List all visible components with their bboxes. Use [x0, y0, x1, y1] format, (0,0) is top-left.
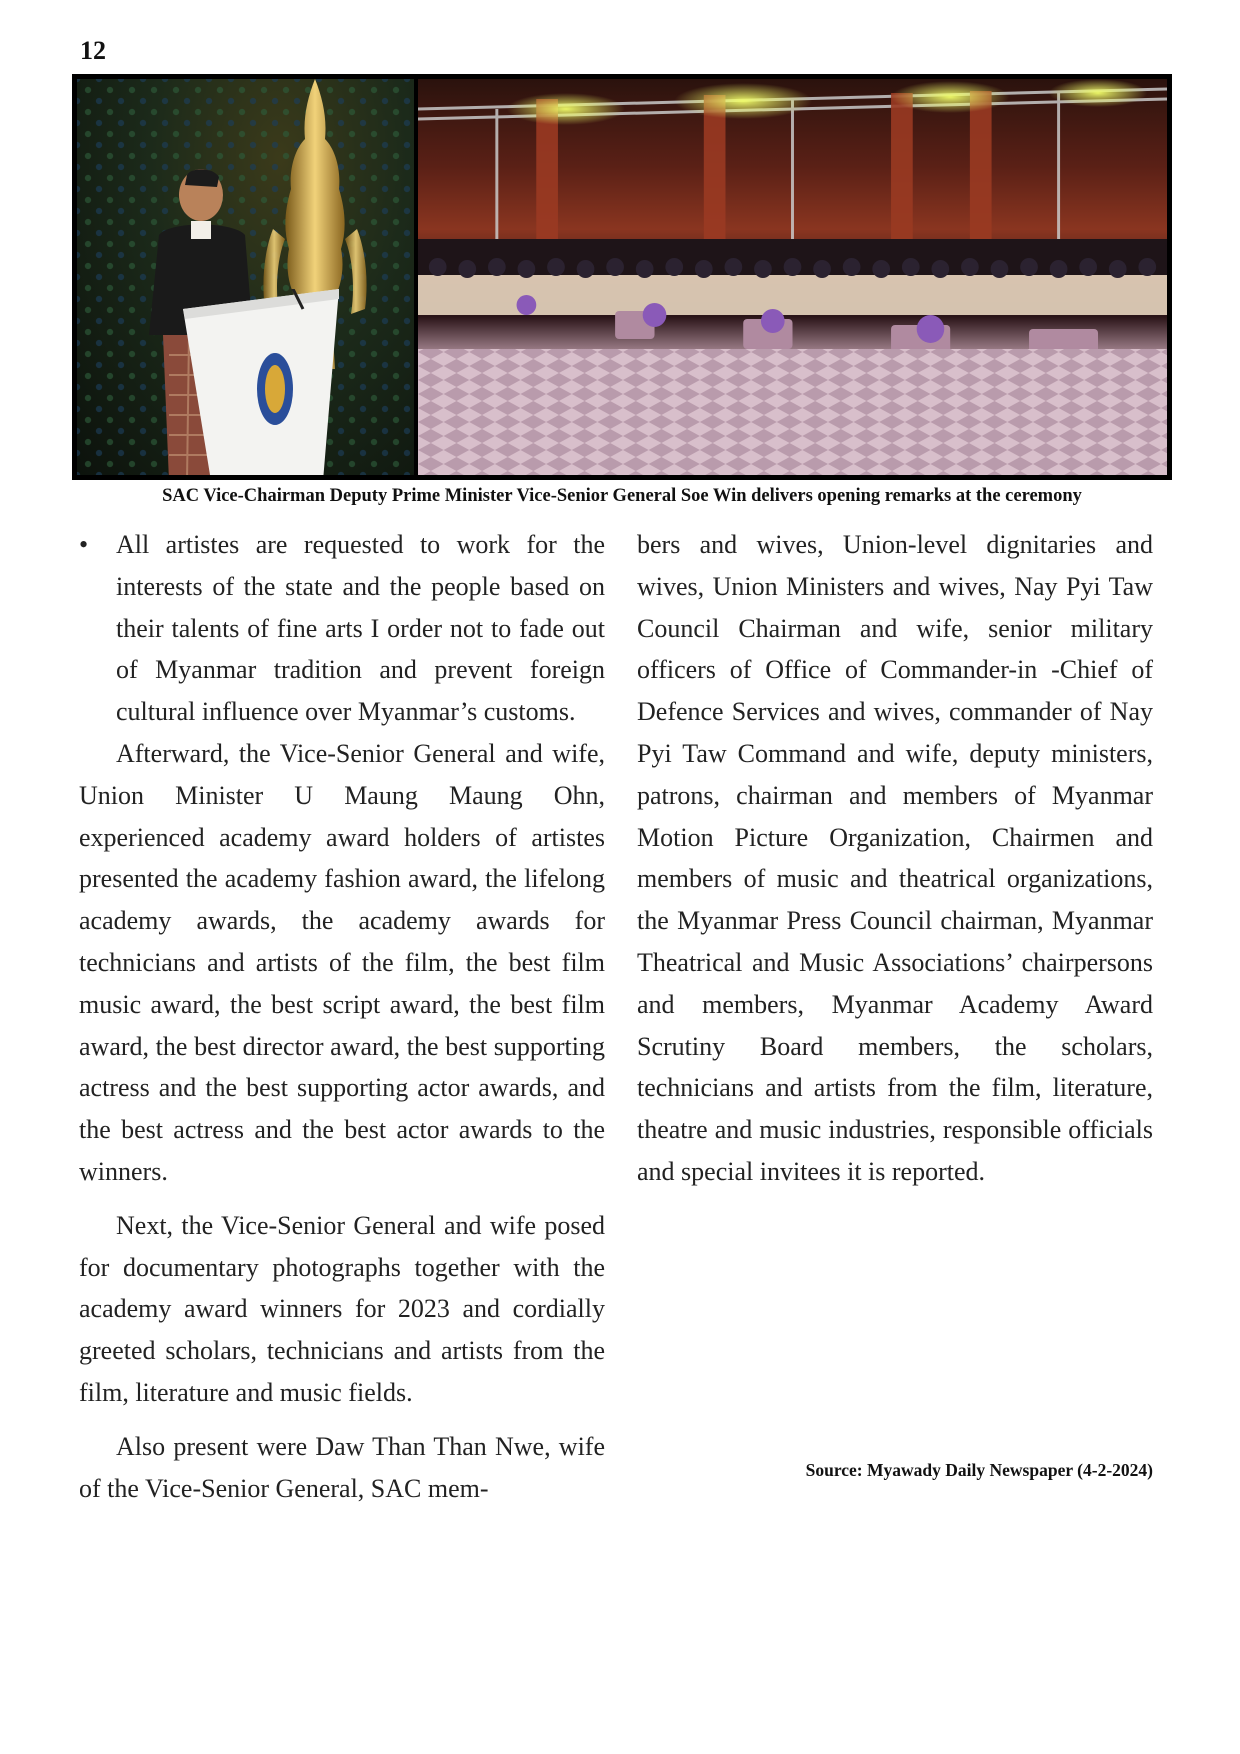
right-column	[637, 524, 1153, 1193]
speaker-photo	[77, 79, 414, 475]
photo-caption: SAC Vice-Chairman Deputy Prime Minister Vice-Senior General Soe Win delivers opening remarks at the ceremony	[162, 486, 1082, 506]
left-column	[79, 524, 605, 1509]
source-credit: Source: Myawady Daily Newspaper (4-2-2024)	[805, 1460, 1153, 1480]
bullet-item	[79, 524, 605, 733]
article-paragraph: Afterward, the Vice-Senior General and wife, Union Minister U Maung Maung Ohn, experienced academy award holders of artistes presented the academy fashion award, the lifelong academy awards, the academy awards for technicians and artists of the film, the best film music award, the best script award, the best film award, the best director award, the best supporting actress and the best supporting actor awards, and the best actress and the best actor awards to the winners.	[79, 738, 605, 1186]
audience-photo	[418, 79, 1167, 475]
article-paragraph: Also present were Daw Than Than Nwe, wife of the Vice-Senior General, SAC mem-	[79, 1431, 605, 1503]
photo-frame	[72, 74, 1172, 480]
podium-image	[183, 289, 339, 475]
article-paragraph: Next, the Vice-Senior General and wife posed for documentary photographs together with the academy award winners for 2023 and cordially greeted scholars, technicians and artists from the film, literature and music fields.	[79, 1210, 605, 1407]
article-paragraph: bers and wives, Union-level dignitaries and wives, Union Ministers and wives, Nay Pyi Taw Council Chairman and wife, senior military officers of Office of Commander-in -Chief of Defence Services and wives, commander of Nay Pyi Taw Command and wife, deputy ministers, patrons, chairman and members of Myanmar Motion Picture Organization, Chairmen and members of music and theatrical organizations, the Myanmar Press Council chairman, Myanmar Theatrical and Music Associations’ chairpersons and members, Myanmar Academy Award Scrutiny Board members, the scholars, technicians and artists from the film, literature, theatre and music industries, responsible officials and special invitees it is reported.	[637, 530, 1153, 1186]
page-number: 12	[80, 36, 106, 65]
bullet-text: All artistes are requested to work for the interests of the state and the people based on their talents of fine arts I order not to fade out of Myanmar tradition and prevent foreign cultural influence over Myanmar’s customs.	[116, 530, 605, 727]
bullet-icon: •	[79, 530, 89, 559]
